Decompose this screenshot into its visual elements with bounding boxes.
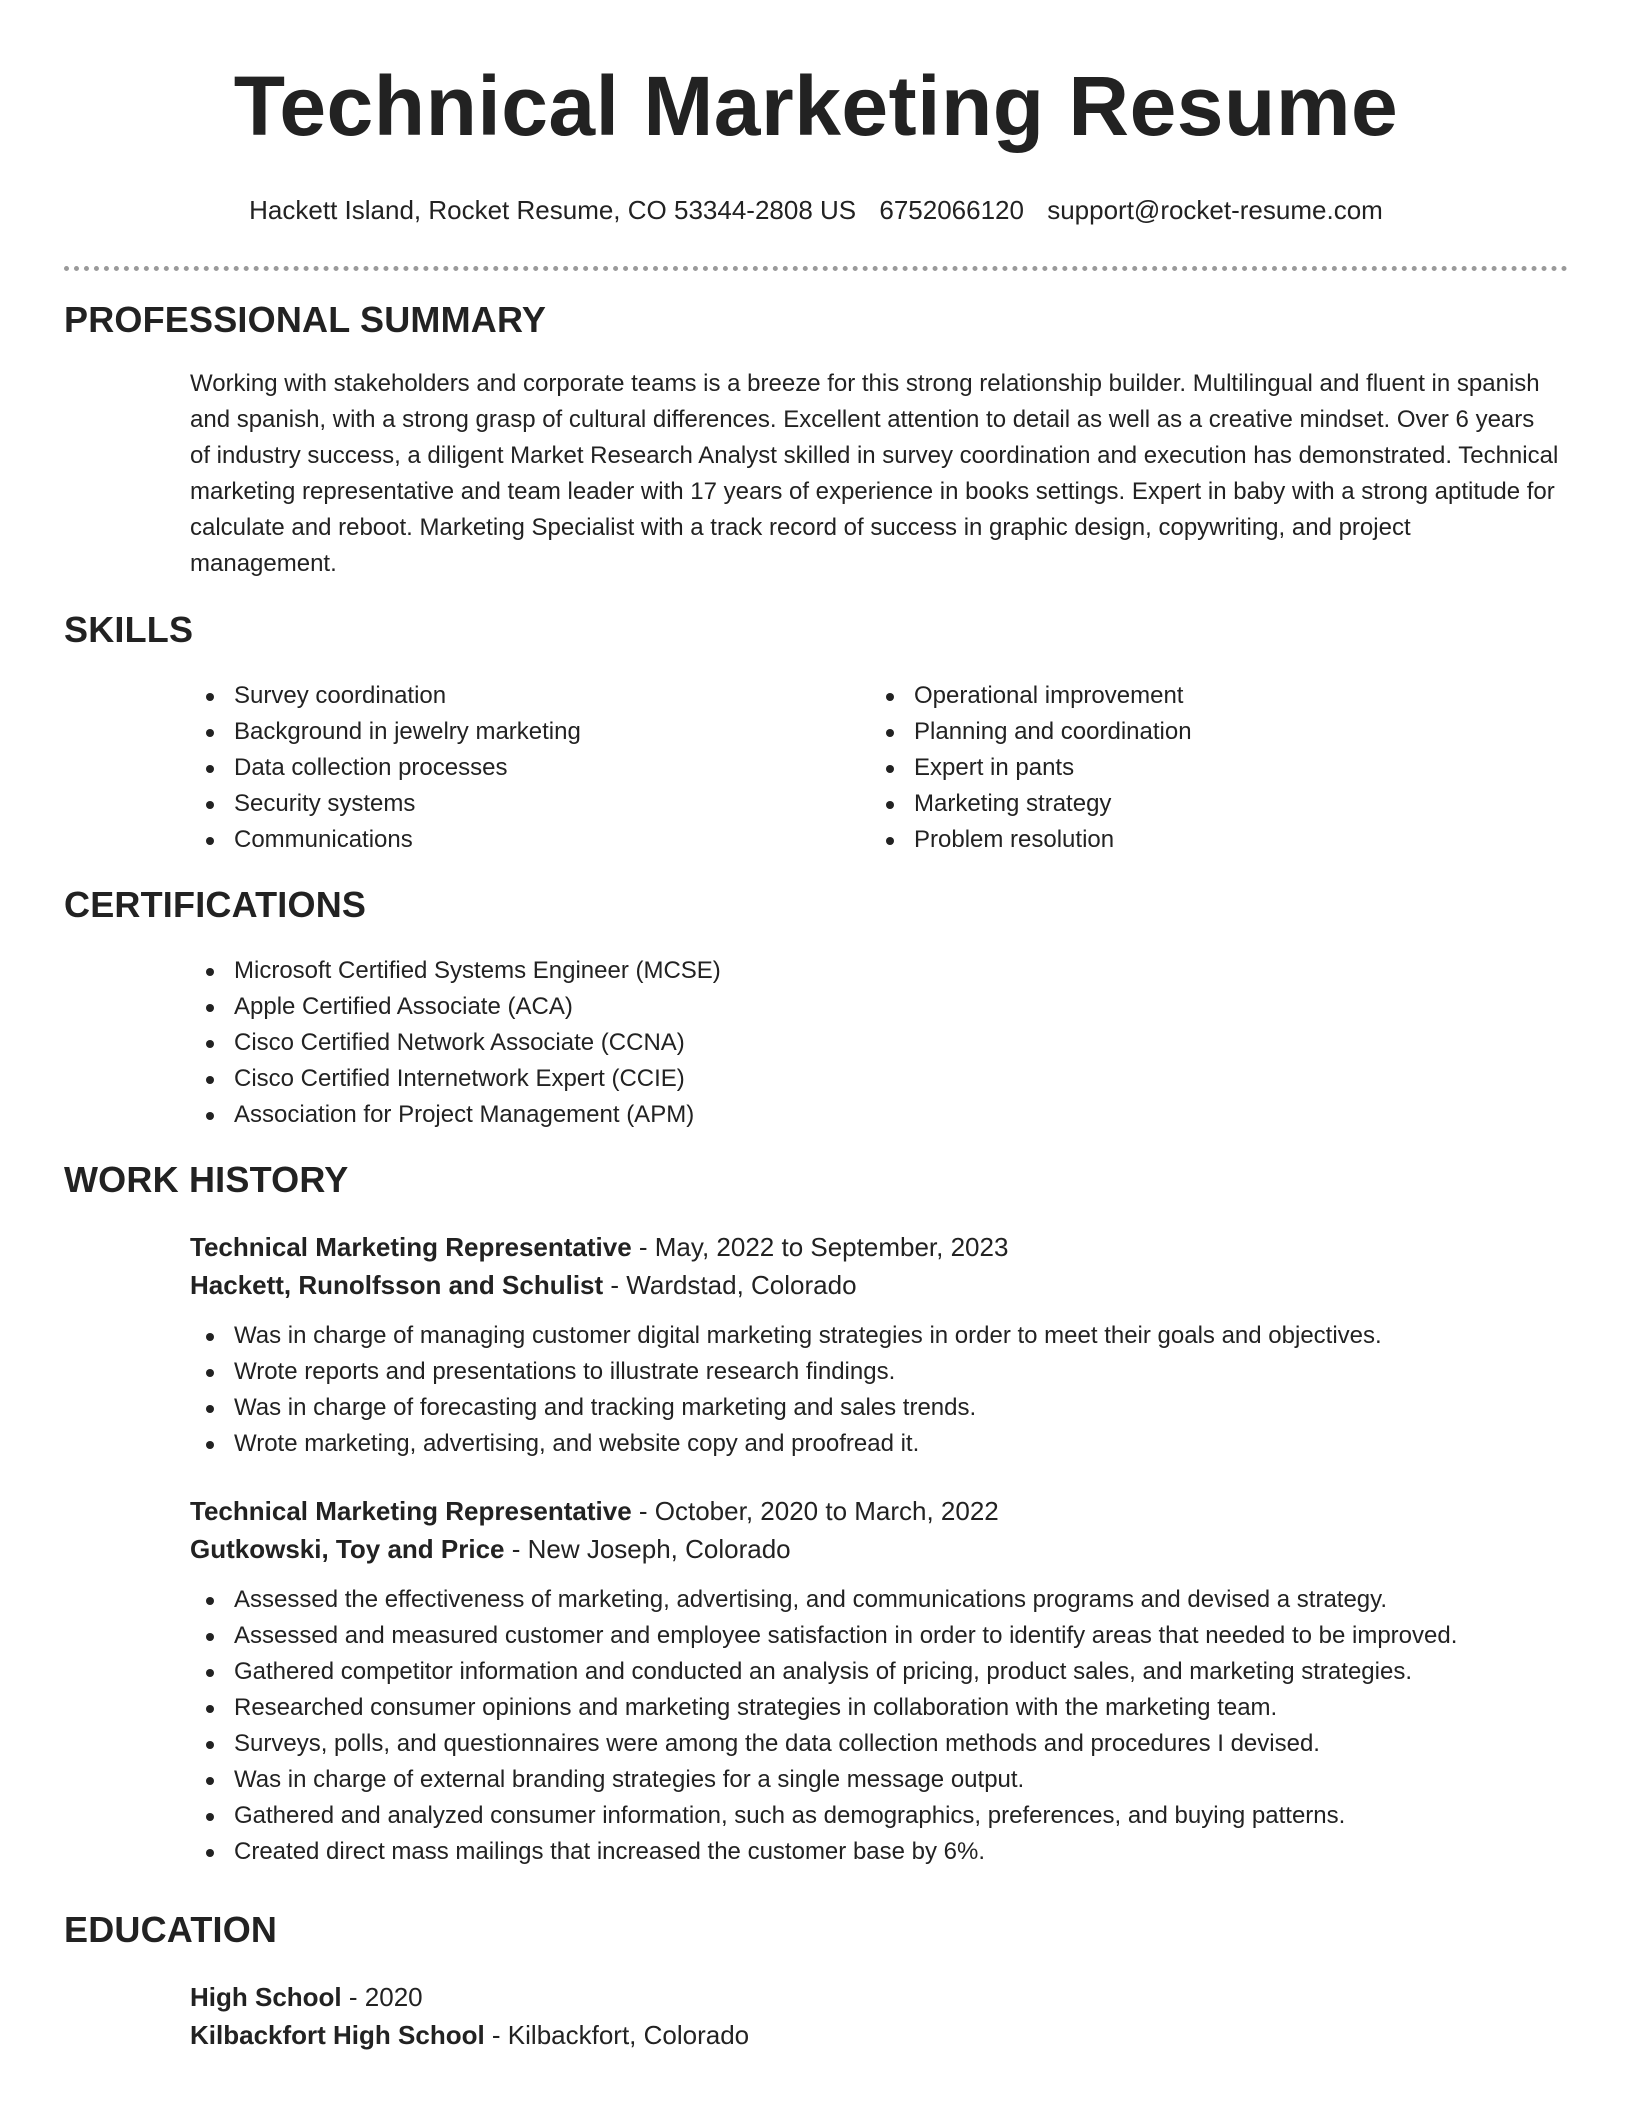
certifications-section	[64, 885, 1568, 1133]
skills-left-list	[190, 678, 870, 858]
job-bullet: Was in charge of forecasting and tracking marketing and sales trends.	[190, 1390, 1568, 1426]
skill-item: Operational improvement	[870, 678, 1550, 714]
certifications-body	[190, 953, 1568, 1133]
summary-section	[64, 300, 1568, 582]
contact-line	[64, 194, 1568, 226]
education-degree-line	[190, 1978, 1568, 2016]
skill-item: Security systems	[190, 786, 870, 822]
skills-right-list	[870, 678, 1550, 858]
job-bullet: Researched consumer opinions and marketing strategies in collaboration with the marketing team.	[190, 1690, 1568, 1726]
summary-body	[190, 366, 1568, 582]
job-role: Technical Marketing Representative	[190, 1496, 632, 1526]
education-section	[64, 1910, 1568, 2054]
job-bullet: Surveys, polls, and questionnaires were among the data collection methods and procedures I devised.	[190, 1726, 1568, 1762]
job-bullets	[190, 1582, 1568, 1870]
job-bullets	[190, 1318, 1568, 1462]
certification-item: Cisco Certified Network Associate (CCNA)	[190, 1025, 1568, 1061]
skills-section	[64, 610, 1568, 858]
education-entry	[190, 1978, 1568, 2054]
skill-item: Planning and coordination	[870, 714, 1550, 750]
job-role: Technical Marketing Representative	[190, 1232, 632, 1262]
job-company: Gutkowski, Toy and Price	[190, 1534, 505, 1564]
job-entry	[190, 1492, 1568, 1870]
work-history-heading: WORK HISTORY	[64, 1159, 349, 1200]
header-divider	[64, 266, 1568, 271]
skill-item: Survey coordination	[190, 678, 870, 714]
job-title-line	[190, 1228, 1568, 1266]
certification-item: Apple Certified Associate (ACA)	[190, 989, 1568, 1025]
education-school-line	[190, 2016, 1568, 2054]
job-company-line	[190, 1530, 1568, 1568]
skill-item: Problem resolution	[870, 822, 1550, 858]
job-dates: - October, 2020 to March, 2022	[631, 1496, 999, 1526]
job-bullet: Was in charge of external branding strategies for a single message output.	[190, 1762, 1568, 1798]
address-text: Hackett Island, Rocket Resume, CO 53344-2808 US	[249, 195, 857, 225]
summary-text: Working with stakeholders and corporate teams is a breeze for this strong relationship builder. Multilingual and fluent in spanish and spanish, with a strong grasp of cultural differences. Excellent attention to detail as well as a creative mindset. Over 6 years of industry success, a diligent Market Research Analyst skilled in survey coordination and execution has demonstrated. Technical marketing representative and team leader with 17 years of experience in books settings. Expert in baby with a strong aptitude for calculate and reboot. Marketing Specialist with a track record of success in graphic design, copywriting, and project management.	[190, 370, 1559, 577]
certifications-list	[190, 953, 1568, 1133]
job-location: - New Joseph, Colorado	[504, 1534, 791, 1564]
skill-item: Marketing strategy	[870, 786, 1550, 822]
certification-item: Association for Project Management (APM)	[190, 1097, 1568, 1133]
job-dates: - May, 2022 to September, 2023	[631, 1232, 1009, 1262]
education-degree: High School	[190, 1982, 342, 2012]
certification-item: Cisco Certified Internetwork Expert (CCIE)	[190, 1061, 1568, 1097]
certifications-heading: CERTIFICATIONS	[64, 884, 367, 925]
job-bullet: Was in charge of managing customer digital marketing strategies in order to meet their goals and objectives.	[190, 1318, 1568, 1354]
job-company-line	[190, 1266, 1568, 1304]
job-location: - Wardstad, Colorado	[603, 1270, 857, 1300]
education-heading: EDUCATION	[64, 1909, 278, 1950]
skill-item: Expert in pants	[870, 750, 1550, 786]
phone-text: 6752066120	[879, 195, 1024, 225]
job-bullet: Gathered competitor information and conducted an analysis of pricing, product sales, and marketing strategies.	[190, 1654, 1568, 1690]
skill-item: Background in jewelry marketing	[190, 714, 870, 750]
job-bullet: Assessed the effectiveness of marketing, advertising, and communications programs and devised a strategy.	[190, 1582, 1568, 1618]
job-bullet: Created direct mass mailings that increased the customer base by 6%.	[190, 1834, 1568, 1870]
skills-grid	[190, 678, 1568, 858]
email-text: support@rocket-resume.com	[1047, 195, 1383, 225]
job-bullet: Wrote reports and presentations to illustrate research findings.	[190, 1354, 1568, 1390]
job-entry	[190, 1228, 1568, 1462]
skills-heading: SKILLS	[64, 609, 194, 650]
work-history-section	[64, 1160, 1568, 1870]
job-bullet: Assessed and measured customer and employee satisfaction in order to identify areas that needed to be improved.	[190, 1618, 1568, 1654]
skill-item: Communications	[190, 822, 870, 858]
job-bullet: Wrote marketing, advertising, and website copy and proofread it.	[190, 1426, 1568, 1462]
job-title-line	[190, 1492, 1568, 1530]
skill-item: Data collection processes	[190, 750, 870, 786]
education-year: - 2020	[341, 1982, 423, 2012]
resume-title: Technical Marketing Resume	[233, 59, 1399, 153]
job-company: Hackett, Runolfsson and Schulist	[190, 1270, 604, 1300]
education-location: - Kilbackfort, Colorado	[484, 2020, 750, 2050]
job-bullet: Gathered and analyzed consumer information, such as demographics, preferences, and buying patterns.	[190, 1798, 1568, 1834]
summary-heading: PROFESSIONAL SUMMARY	[64, 299, 547, 340]
education-school: Kilbackfort High School	[190, 2020, 485, 2050]
certification-item: Microsoft Certified Systems Engineer (MCSE)	[190, 953, 1568, 989]
